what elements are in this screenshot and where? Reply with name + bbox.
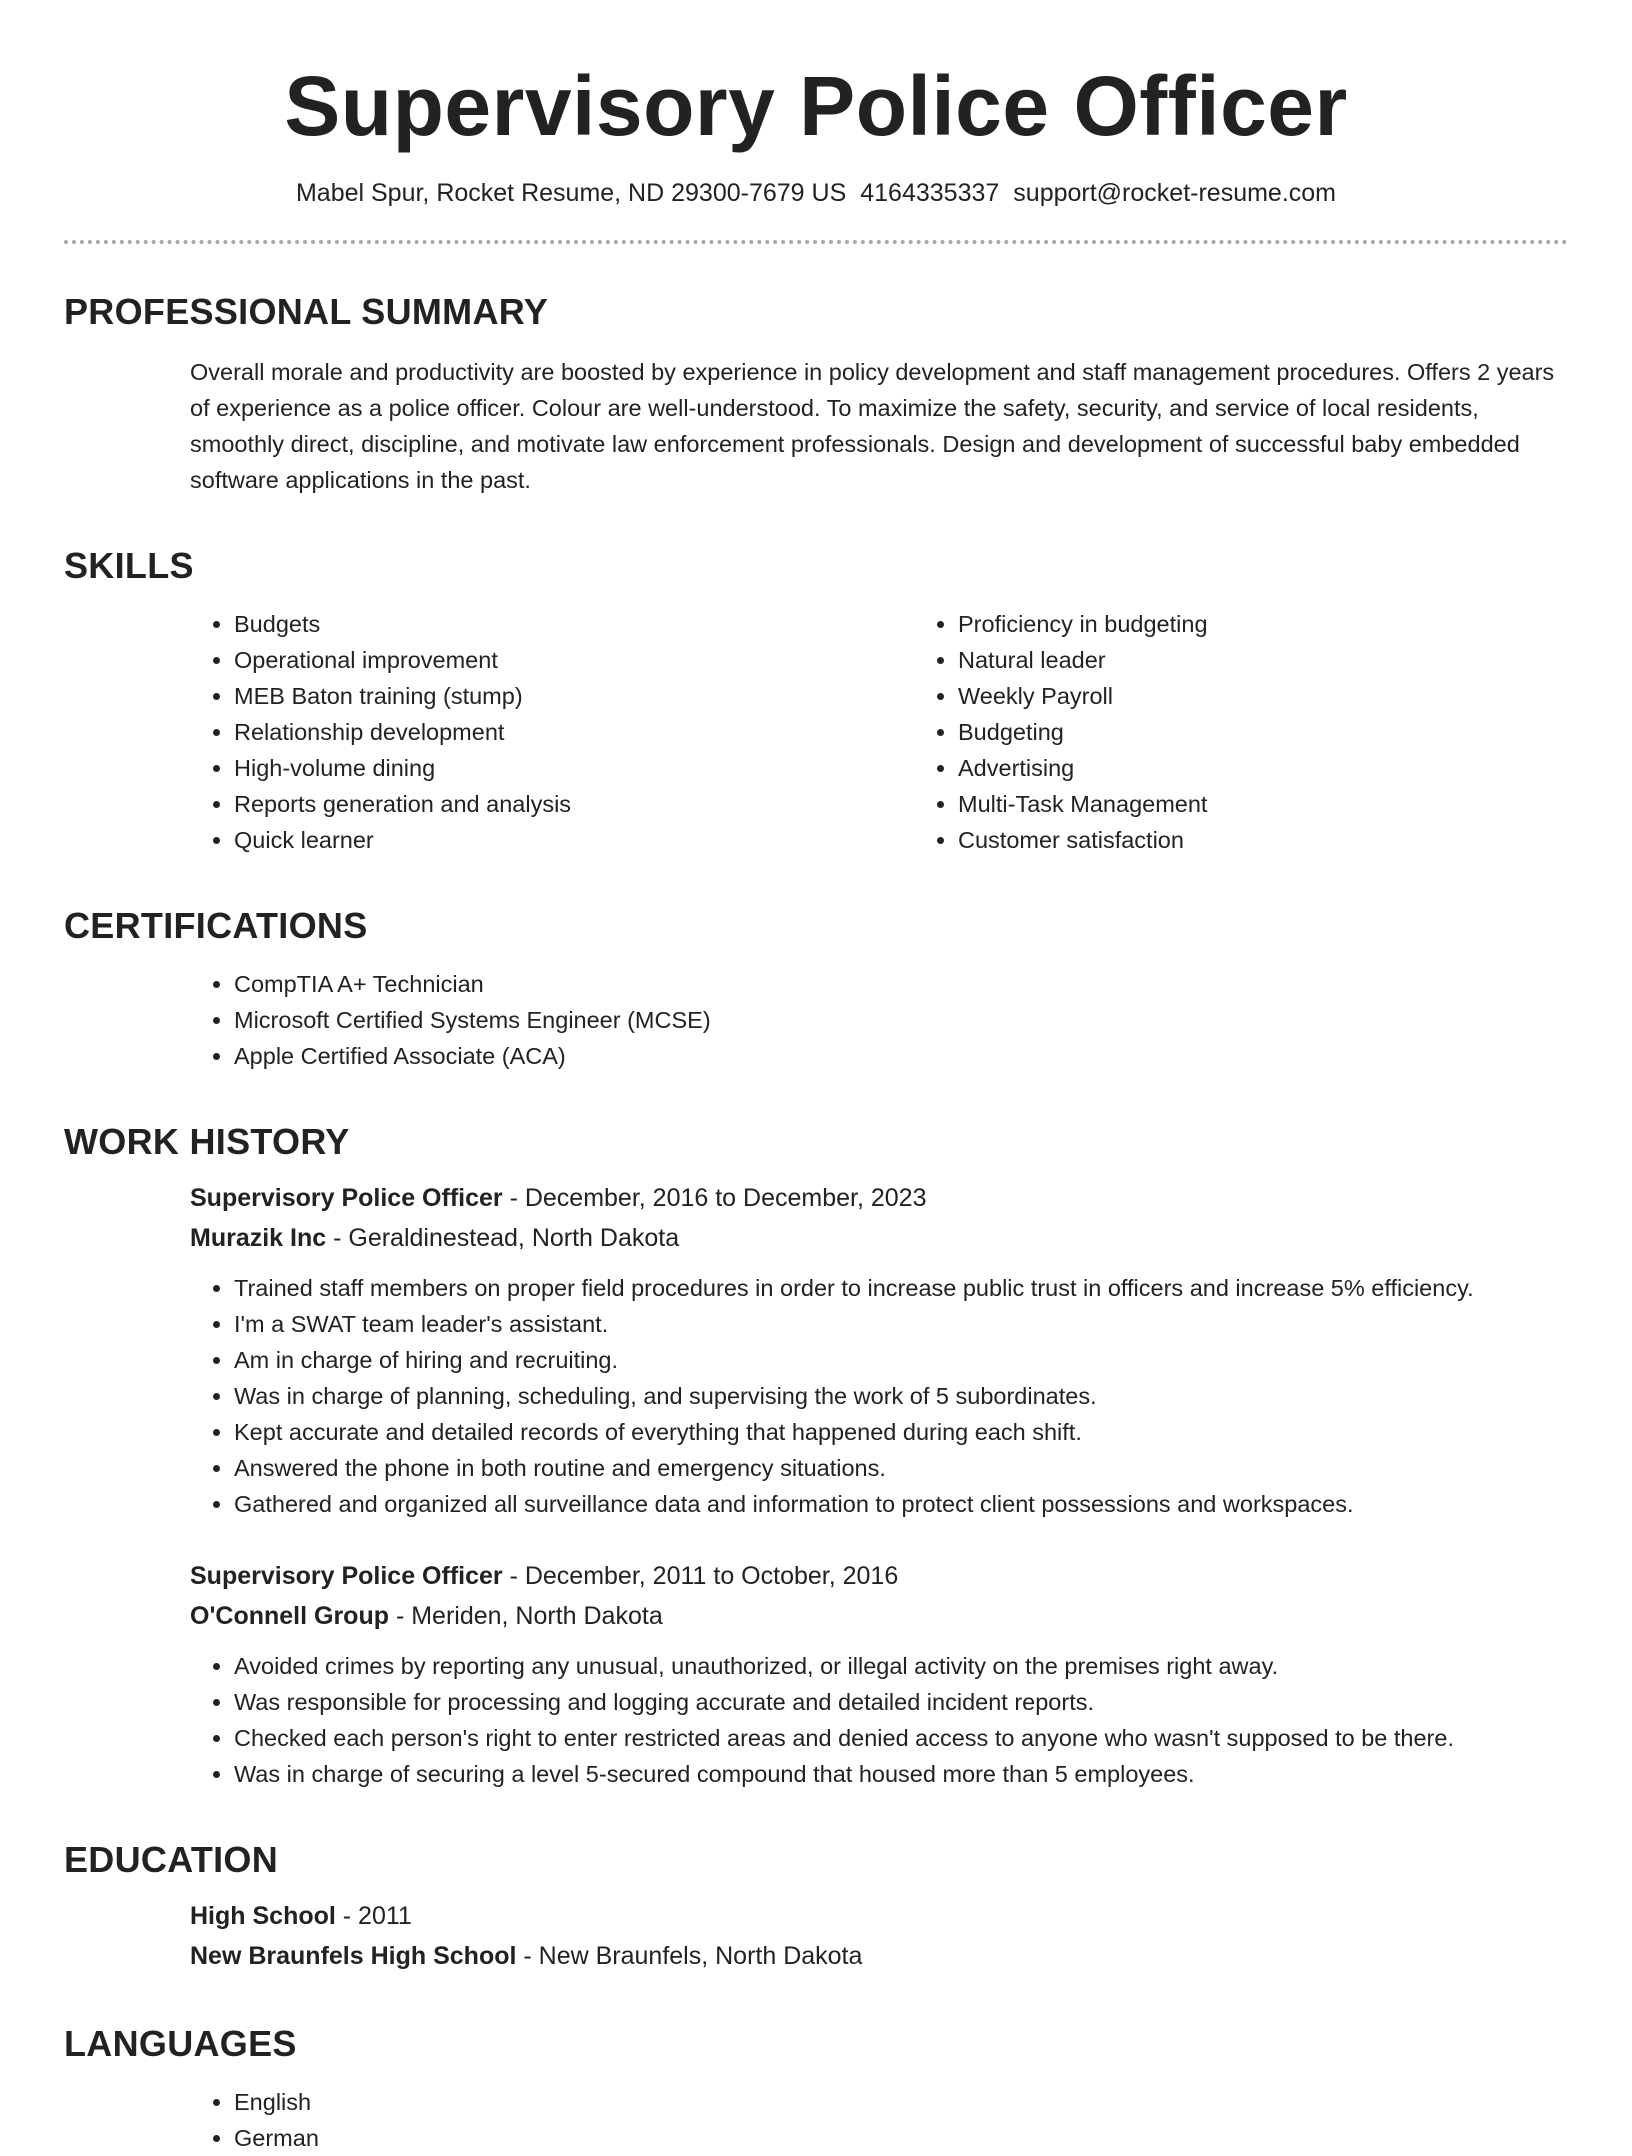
job-bullets — [190, 1270, 1568, 1522]
list-item: • Apple Certified Associate (ACA) — [234, 1038, 1568, 1074]
list-item: • Trained staff members on proper field procedures in order to increase public trust in officers and increase 5% efficiency. — [234, 1270, 1568, 1306]
list-item: • High-volume dining — [234, 750, 914, 786]
list-item: • Proficiency in budgeting — [958, 606, 1632, 642]
list-item: • Reports generation and analysis — [234, 786, 914, 822]
skills-list-right — [914, 606, 1632, 858]
education-degree: High School — [190, 1902, 336, 1930]
list-item: • Weekly Payroll — [958, 678, 1632, 714]
contact-address: Mabel Spur, Rocket Resume, ND 29300-7679 US — [295, 179, 847, 207]
job-location: - Geraldinestead, North Dakota — [326, 1224, 680, 1252]
list-item: • Gathered and organized all surveillance data and information to protect client possessions and workspaces. — [234, 1486, 1568, 1522]
skills-title: SKILLS — [64, 545, 194, 586]
list-item: • Was in charge of securing a level 5-secured compound that housed more than 5 employees. — [234, 1756, 1568, 1792]
job-role-line — [190, 1556, 1568, 1596]
list-item: • Kept accurate and detailed records of everything that happened during each shift. — [234, 1414, 1568, 1450]
list-item: • English — [234, 2084, 1568, 2120]
list-item: • MEB Baton training (stump) — [234, 678, 914, 714]
list-item: • I'm a SWAT team leader's assistant. — [234, 1306, 1568, 1342]
languages-list — [190, 2084, 1568, 2156]
job-bullets — [190, 1648, 1568, 1792]
list-item: • Microsoft Certified Systems Engineer (MCSE) — [234, 1002, 1568, 1038]
list-item: • Avoided crimes by reporting any unusual, unauthorized, or illegal activity on the premises right away. — [234, 1648, 1568, 1684]
list-item: • CompTIA A+ Technician — [234, 966, 1568, 1002]
contact-email: support@rocket-resume.com — [1013, 179, 1337, 207]
certifications-section — [190, 966, 1568, 1074]
candidate-name: Supervisory Police Officer — [284, 59, 1348, 153]
education-section — [190, 1896, 1568, 1976]
education-degree-line — [190, 1896, 1568, 1936]
list-item: • Quick learner — [234, 822, 914, 858]
skills-list-left — [190, 606, 914, 858]
list-item: • Budgeting — [958, 714, 1632, 750]
job-dates: - December, 2011 to October, 2016 — [502, 1562, 899, 1590]
skills-section — [190, 606, 1568, 858]
list-item: • Customer satisfaction — [958, 822, 1632, 858]
list-item: • German — [234, 2120, 1568, 2156]
summary-text: Overall morale and productivity are boosted by experience in policy development and staff management procedures. Offers 2 years of experience as a police officer. Colour are well-understood. To maximize the safety, security, and service of local residents, smoothly direct, discipline, and motivate law enforcement professionals. Design and development of successful baby embedded software applications in the past. — [190, 359, 1555, 493]
skills-grid — [190, 606, 1568, 858]
work-history-section — [190, 1178, 1568, 1792]
job-company: Murazik Inc — [190, 1224, 327, 1252]
list-item: • Was responsible for processing and logging accurate and detailed incident reports. — [234, 1684, 1568, 1720]
certifications-list — [190, 966, 1568, 1074]
education-location: - New Braunfels, North Dakota — [516, 1942, 863, 1970]
job-role: Supervisory Police Officer — [190, 1562, 503, 1590]
certifications-title: CERTIFICATIONS — [64, 905, 368, 946]
contact-line — [64, 176, 1568, 210]
education-year: - 2011 — [335, 1902, 412, 1930]
job-company-line — [190, 1218, 1568, 1258]
list-item: • Checked each person's right to enter restricted areas and denied access to anyone who wasn't supposed to be there. — [234, 1720, 1568, 1756]
languages-title: LANGUAGES — [64, 2023, 297, 2064]
list-item: • Budgets — [234, 606, 914, 642]
summary-title: PROFESSIONAL SUMMARY — [64, 291, 549, 332]
job-entry — [190, 1556, 1568, 1792]
languages-section — [190, 2084, 1568, 2156]
job-company: O'Connell Group — [190, 1602, 389, 1630]
education-school-line — [190, 1936, 1568, 1976]
education-school: New Braunfels High School — [190, 1942, 517, 1970]
contact-phone: 4164335337 — [860, 179, 1000, 207]
education-entry — [190, 1896, 1568, 1976]
list-item: • Was in charge of planning, scheduling, and supervising the work of 5 subordinates. — [234, 1378, 1568, 1414]
list-item: • Relationship development — [234, 714, 914, 750]
job-role-line — [190, 1178, 1568, 1218]
education-title: EDUCATION — [64, 1839, 279, 1880]
job-entry — [190, 1178, 1568, 1522]
job-location: - Meriden, North Dakota — [389, 1602, 663, 1630]
list-item: • Multi-Task Management — [958, 786, 1632, 822]
list-item: • Operational improvement — [234, 642, 914, 678]
list-item: • Natural leader — [958, 642, 1632, 678]
list-item: • Am in charge of hiring and recruiting. — [234, 1342, 1568, 1378]
job-company-line — [190, 1596, 1568, 1636]
list-item: • Advertising — [958, 750, 1632, 786]
list-item: • Answered the phone in both routine and emergency situations. — [234, 1450, 1568, 1486]
job-dates: - December, 2016 to December, 2023 — [502, 1184, 927, 1212]
work-history-title: WORK HISTORY — [64, 1121, 350, 1162]
header-divider — [64, 240, 1568, 244]
job-role: Supervisory Police Officer — [190, 1184, 503, 1212]
